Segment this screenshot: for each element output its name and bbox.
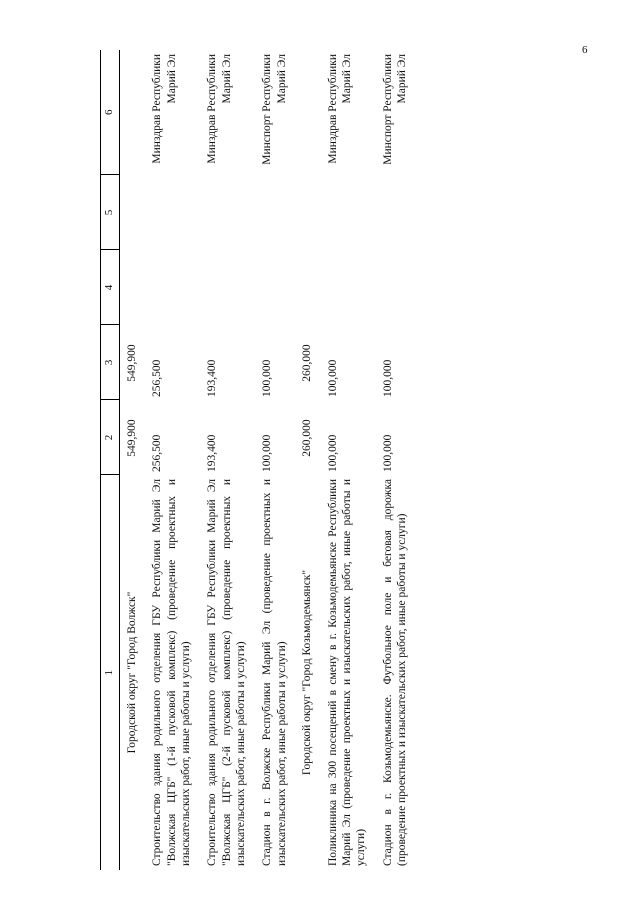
section-row <box>295 50 319 870</box>
col5-value <box>144 175 199 250</box>
empty-cell <box>295 50 319 175</box>
section-title: Городской округ "Город Козьмодемьянск" <box>301 569 314 776</box>
table-row <box>254 50 295 870</box>
col5-value <box>375 175 416 250</box>
col2-value: 100,000 <box>381 434 394 472</box>
col4-value <box>320 250 375 325</box>
col2-value: 100,000 <box>326 434 339 472</box>
col3-value: 100,000 <box>326 359 339 397</box>
header-row <box>101 50 120 870</box>
section-row <box>119 50 144 870</box>
page-number: 6 <box>582 44 588 56</box>
object-name: Строительство здания родильного отделения ГБУ Республики Марий Эл "Волжская ЦГБ" (1-й пусковой комплекс) (проведение проектных и изыскательских работ, иные работы и услуги) <box>151 479 192 866</box>
table-row <box>320 50 375 870</box>
header-col-3: 3 <box>101 325 120 400</box>
table-row <box>375 50 416 870</box>
header-col-1: 1 <box>101 475 120 870</box>
budget-table <box>100 50 415 870</box>
responsible-department: Минздрав Республики Марий Эл <box>326 54 353 164</box>
responsible-department: Минздрав Республики Марий Эл <box>151 54 178 164</box>
responsible-department: Минздрав Республики Марий Эл <box>206 54 233 164</box>
col4-value <box>375 250 416 325</box>
rotated-page-content <box>100 50 620 870</box>
section-title: Городской округ "Город Волжск" <box>125 591 138 754</box>
col5-value <box>320 175 375 250</box>
empty-cell <box>295 250 319 325</box>
col4-value <box>254 250 295 325</box>
object-name: Поликлиника на 300 посещений в смену в г. Козьмодемьянске Республики Марий Эл (проведение проектных и изыскательских работ, иные работы и услуги) <box>326 479 368 866</box>
table-row <box>144 50 199 870</box>
header-col-5: 5 <box>101 175 120 250</box>
header-col-2: 2 <box>101 400 120 475</box>
col3-value: 256,500 <box>151 359 164 397</box>
col2-value: 256,500 <box>151 434 164 472</box>
empty-cell <box>119 50 144 175</box>
empty-cell <box>119 175 144 250</box>
col5-value <box>254 175 295 250</box>
col5-value <box>199 175 254 250</box>
col2-value: 100,000 <box>261 434 274 472</box>
section-col2: 260,000 <box>301 419 314 457</box>
col3-value: 193,400 <box>206 359 219 397</box>
section-col3: 549,900 <box>125 344 138 382</box>
section-col3: 260,000 <box>301 344 314 382</box>
empty-cell <box>119 250 144 325</box>
col3-value: 100,000 <box>261 359 274 397</box>
responsible-department: Минспорт Республики Марий Эл <box>261 54 288 165</box>
col4-value <box>199 250 254 325</box>
header-col-4: 4 <box>101 250 120 325</box>
header-col-6: 6 <box>101 50 120 175</box>
section-col2: 549,900 <box>125 419 138 457</box>
col3-value: 100,000 <box>381 359 394 397</box>
col4-value <box>144 250 199 325</box>
col2-value: 193,400 <box>206 434 219 472</box>
object-name: Стадион в г. Козьмодемьянске. Футбольное поле и беговая дорожка (проведение проектных и изыскательских работ, иные работы и услуги) <box>381 479 408 866</box>
responsible-department: Минспорт Республики Марий Эл <box>381 54 408 165</box>
object-name: Стадион в г. Волжске Республики Марий Эл (проведение проектных и изыскательских работ, иные работы и услуги) <box>261 479 288 866</box>
table-row <box>199 50 254 870</box>
object-name: Строительство здания родильного отделения ГБУ Республики Марий Эл "Волжская ЦГБ" (2-й пусковой комплекс) (проведение проектных и изыскательских работ, иные работы и услуги) <box>206 479 247 866</box>
empty-cell <box>295 175 319 250</box>
